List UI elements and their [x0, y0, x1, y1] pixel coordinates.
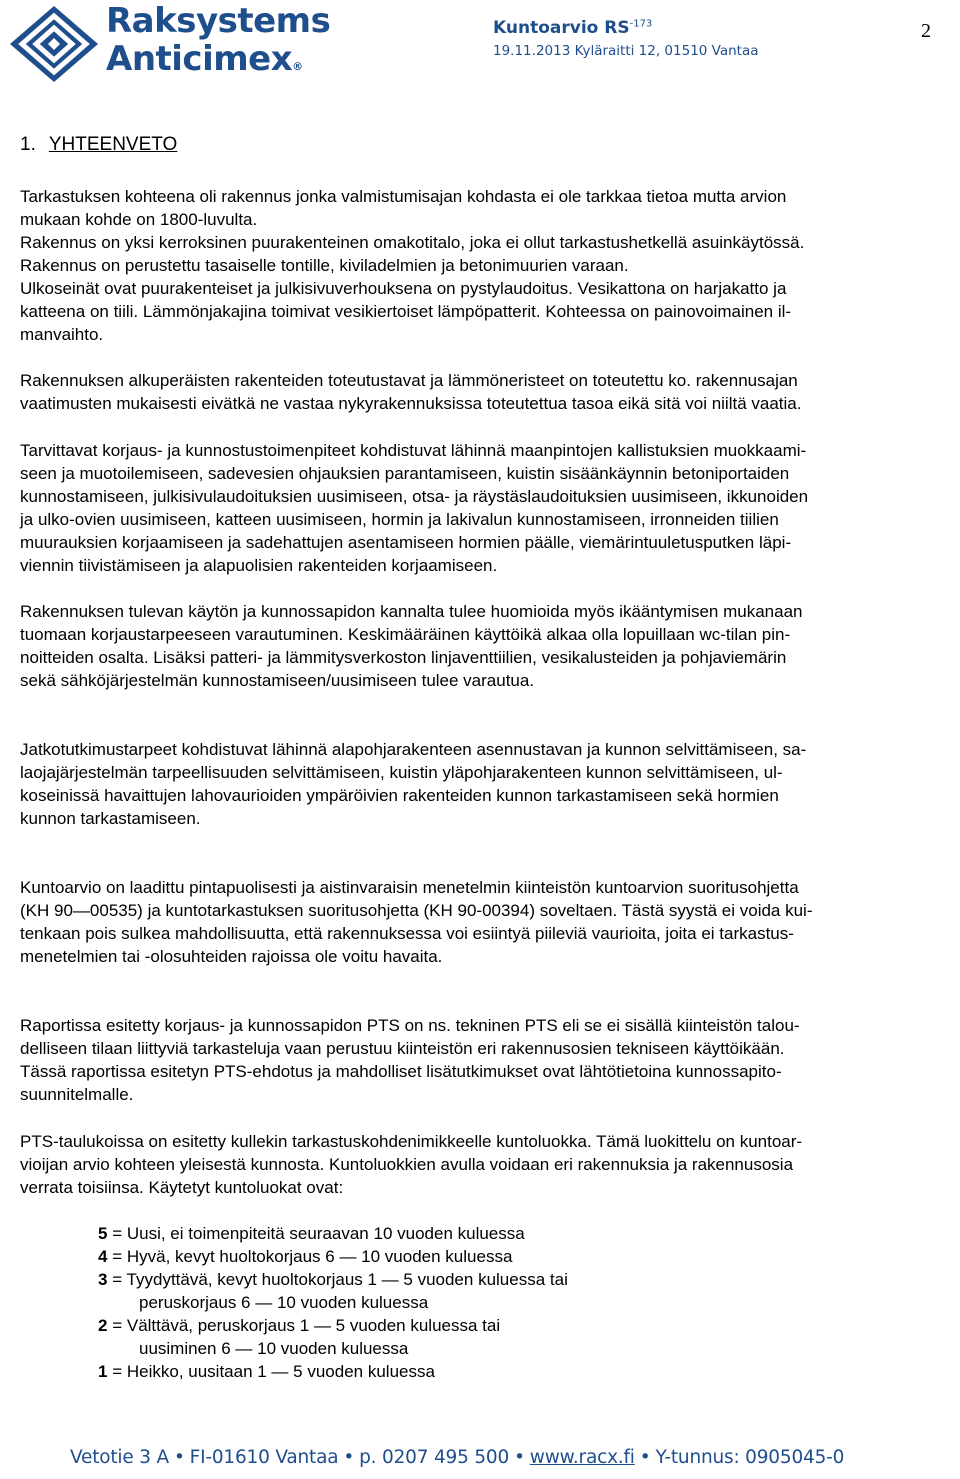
- paragraph: [20, 600, 960, 692]
- text-line: Ulkoseinät ovat puurakenteiset ja julkisivuverhouksena on pystylaudoitus. Vesikattona on harjakatto ja: [20, 279, 787, 298]
- text-line: vioijan arvio kohteen yleisestä kunnosta. Kuntoluokkien avulla voidaan eri rakennuksia ja rakennusosia: [20, 1155, 794, 1174]
- text-line: tenkaan pois sulkea mahdollisuutta, että rakennuksessa voi esiintyä piileviä vaurioita, joita ei tarkastus-: [20, 924, 794, 943]
- text-line: kunnon tarkastamiseen.: [20, 809, 201, 828]
- text-line: Rakennuksen tulevan käytön ja kunnossapidon kannalta tulee huomioida myös ikääntymisen mukanaan: [20, 602, 803, 621]
- page-footer: [70, 1447, 844, 1468]
- footer-separator: •: [639, 1447, 651, 1468]
- class-description: = Uusi, ei toimenpiteitä seuraavan 10 vuoden kuluessa: [112, 1224, 525, 1243]
- footer-website-link[interactable]: www.racx.fi: [529, 1447, 635, 1468]
- footer-city: FI-01610 Vantaa: [189, 1447, 339, 1468]
- text-line: delliseen tilaan liittyviä tarkasteluja vaan perustuu kiinteistön eri rakennusosien tekniseen käyttöikään.: [20, 1039, 785, 1058]
- brand-name-line1: Raksystems: [106, 1, 331, 41]
- text-line: viennin tiivistämiseen ja alapuolisien rakenteiden korjaamiseen.: [20, 556, 498, 575]
- class-description: = Välttävä, peruskorjaus 1 — 5 vuoden kuluessa tai: [112, 1316, 501, 1335]
- brand-name-line2: [106, 40, 303, 78]
- text-line: tuomaan korjaustarpeeseen varautuminen. Keskimääräinen käyttöikä alkaa olla lopuillaan wc-tilan pin-: [20, 625, 791, 644]
- text-line: PTS-taulukoissa on esitetty kullekin tarkastuskohdenimikkeelle kuntoluokka. Tämä luokittelu on kuntoar-: [20, 1132, 803, 1151]
- section-title: YHTEENVETO: [48, 134, 178, 155]
- footer-business-id: Y-tunnus: 0905045-0: [655, 1447, 845, 1468]
- text-line: sekä sähköjärjestelmän kunnostamiseen/uusimiseen tulee varautua.: [20, 671, 535, 690]
- condition-class-list: [98, 1222, 568, 1383]
- text-line: mukaan kohde on 1800-luvulta.: [20, 210, 258, 229]
- text-line: seen ja muotoilemiseen, sadevesien ohjauksien parantamiseen, kuistin sisäänkäynnin betoniportaiden: [20, 464, 790, 483]
- text-line: suunnitelmalle.: [20, 1085, 134, 1104]
- document-subtitle: 19.11.2013 Kyläraitti 12, 01510 Vantaa: [493, 43, 759, 59]
- class-description-continuation: uusiminen 6 — 10 vuoden kuluessa: [139, 1339, 409, 1358]
- text-line: noitteiden osalta. Lisäksi patteri- ja lämmitysverkoston linjaventtiilien, vesikalusteiden ja pohjaviemärin: [20, 648, 787, 667]
- registered-mark: ®: [292, 60, 303, 73]
- text-line: Rakennus on perustettu tasaiselle tontille, kiviladelmien ja betonimuurien varaan.: [20, 256, 629, 275]
- class-grade: 3: [98, 1270, 108, 1289]
- text-line: muurauksien korjaamiseen ja sadehattujen asentamiseen hormien päälle, viemärintuuletusputken läpi-: [20, 533, 792, 552]
- text-line: (KH 90—00535) ja kuntotarkastuksen suoritusohjetta (KH 90-00394) soveltaen. Tästä syystä ei voida kui-: [20, 901, 813, 920]
- footer-separator: •: [173, 1447, 185, 1468]
- list-item: [98, 1245, 568, 1268]
- brand-name-text: Anticimex: [106, 39, 293, 79]
- text-line: kunnostamiseen, julkisivulaudoituksien uusimiseen, otsa- ja räystäslaudoituksien uusimiseen, ikkunoiden: [20, 487, 809, 506]
- class-grade: 5: [98, 1224, 108, 1243]
- text-line: manvaihto.: [20, 325, 104, 344]
- text-line: katteena on tiili. Lämmönjakajina toimivat vesikiertoiset lämpöpatterit. Kohteessa on painovoimainen il-: [20, 302, 792, 321]
- text-line: Tarvittavat korjaus- ja kunnostustoimenpiteet kohdistuvat lähinnä maanpintojen kallistuksien muokkaami-: [20, 441, 807, 460]
- class-description: = Hyvä, kevyt huoltokorjaus 6 — 10 vuoden kuluessa: [112, 1247, 513, 1266]
- text-line: koseinissä havaittujen lahovaurioiden ympäröivien rakenteiden kunnon tarkastamiseen sekä hormien: [20, 786, 779, 805]
- text-line: vaatimusten mukaisesti eivätkä ne vastaa nykyrakennuksissa toteutettua tasoa eikä sitä voi niiltä vaatia.: [20, 394, 802, 413]
- text-line: laojajärjestelmän tarpeellisuuden selvittämiseen, kuistin yläpohjarakenteen kunnon selvittämiseen, ul-: [20, 763, 783, 782]
- text-line: Raportissa esitetty korjaus- ja kunnossapidon PTS on ns. tekninen PTS eli se ei sisällä kiinteistön talou-: [20, 1016, 800, 1035]
- class-description: = Tyydyttävä, kevyt huoltokorjaus 1 — 5 vuoden kuluessa tai: [112, 1270, 568, 1289]
- footer-phone: p. 0207 495 500: [359, 1447, 510, 1468]
- text-line: Tässä raportissa esitetyn PTS-ehdotus ja mahdolliset lisätutkimukset ovat lähtötietoina kunnossapito-: [20, 1062, 782, 1081]
- paragraph: [20, 1130, 960, 1199]
- document-title-text: Kuntoarvio RS: [493, 18, 630, 38]
- text-line: Rakennus on yksi kerroksinen puurakenteinen omakotitalo, joka ei ollut tarkastushetkellä asuinkäytössä.: [20, 233, 805, 252]
- class-grade: 4: [98, 1247, 108, 1266]
- paragraph: [20, 738, 960, 830]
- text-line: verrata toisiinsa. Käytetyt kuntoluokat ovat:: [20, 1178, 344, 1197]
- paragraph: [20, 876, 960, 968]
- list-item: [98, 1360, 568, 1383]
- text-line: menetelmien tai -olosuhteiden rajoissa ole voitu havaita.: [20, 947, 443, 966]
- section-heading: [20, 133, 177, 157]
- class-description: = Heikko, uusitaan 1 — 5 vuoden kuluessa: [112, 1362, 435, 1381]
- footer-separator: •: [514, 1447, 525, 1468]
- class-grade: 2: [98, 1316, 108, 1335]
- paragraph: [20, 1014, 960, 1106]
- footer-address: Vetotie 3 A: [70, 1447, 169, 1468]
- list-item: [98, 1222, 568, 1245]
- footer-separator: •: [343, 1447, 355, 1468]
- document-title-suffix: -173: [629, 18, 653, 30]
- class-description-continuation: peruskorjaus 6 — 10 vuoden kuluessa: [139, 1293, 429, 1312]
- text-line: Jatkotutkimustarpeet kohdistuvat lähinnä alapohjarakenteen asennustavan ja kunnon selvittämiseen, sa-: [20, 740, 807, 759]
- text-line: ja ulko-ovien uusimiseen, katteen uusimiseen, hormin ja lakivalun kunnostamiseen, irronneiden tiilien: [20, 510, 779, 529]
- document-title: [493, 18, 652, 38]
- list-item: [98, 1268, 568, 1291]
- class-grade: 1: [98, 1362, 108, 1381]
- paragraph: [20, 369, 960, 415]
- text-line: Kuntoarvio on laadittu pintapuolisesti ja aistinvaraisin menetelmin kiinteistön kuntoarvion suoritusohjetta: [20, 878, 799, 897]
- company-logo: [6, 4, 102, 84]
- section-number: 1.: [20, 134, 36, 155]
- paragraph: [20, 185, 960, 346]
- text-line: Tarkastuksen kohteena oli rakennus jonka valmistumisajan kohdasta ei ole tarkkaa tietoa mutta arvion: [20, 187, 787, 206]
- text-line: Rakennuksen alkuperäisten rakenteiden toteutustavat ja lämmöneristeet on toteutettu ko. rakennusajan: [20, 371, 798, 390]
- list-item: [98, 1314, 568, 1337]
- page-number: 2: [921, 20, 931, 42]
- paragraph: [20, 439, 960, 577]
